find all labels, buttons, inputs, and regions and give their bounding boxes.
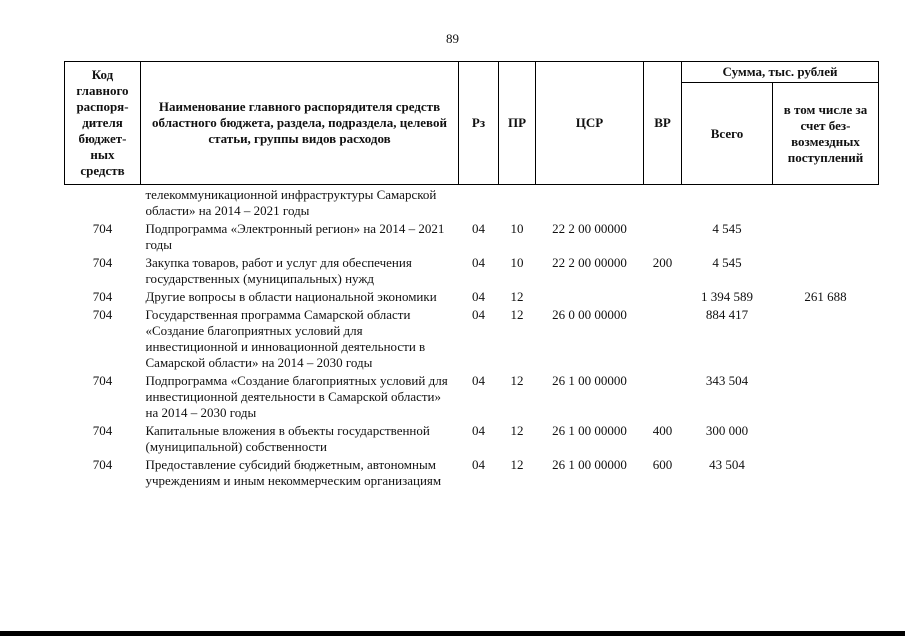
- row-vr: 200: [652, 255, 673, 270]
- table-body: [65, 185, 879, 490]
- header-total: Всего: [682, 83, 773, 185]
- row-pr: 12: [510, 457, 524, 472]
- row-total: 1 394 589: [701, 289, 753, 304]
- row-total: 43 504: [709, 457, 745, 472]
- row-total: 343 504: [705, 373, 749, 388]
- row-code: 704: [92, 373, 113, 388]
- header-csr: ЦСР: [536, 62, 644, 185]
- row-grant: [773, 421, 879, 455]
- row-pr: 12: [510, 289, 524, 304]
- row-csr: 26 1 00 00000: [552, 373, 627, 388]
- continuation-row: [65, 185, 879, 220]
- row-name: Предоставление субсидий бюджетным, автономным учреждениям и иным некоммерческим организациям: [145, 457, 442, 488]
- row-rz: 04: [472, 255, 485, 270]
- row-pr: 10: [510, 221, 524, 236]
- row-rz: 04: [472, 289, 485, 304]
- row-vr: 400: [652, 423, 673, 438]
- row-name: Другие вопросы в области национальной экономики: [145, 289, 437, 304]
- table-row: [65, 253, 879, 287]
- table-row: [65, 287, 879, 305]
- row-grant: [773, 219, 879, 253]
- row-grant: [773, 305, 879, 371]
- row-code: 704: [92, 289, 113, 304]
- row-code: 704: [92, 307, 113, 322]
- row-code: 704: [92, 255, 113, 270]
- row-total: 884 417: [705, 307, 749, 322]
- header-grants: в том числе за счет без-возмездных поступлений: [773, 83, 879, 185]
- row-total: 300 000: [705, 423, 749, 438]
- continuation-text: телекоммуникационной инфраструктуры Самарской области» на 2014 – 2021 годы: [145, 187, 437, 218]
- row-code: 704: [92, 221, 113, 236]
- row-code: 704: [92, 423, 113, 438]
- row-vr: [644, 371, 682, 421]
- row-rz: 04: [472, 423, 485, 438]
- header-rz: Рз: [459, 62, 499, 185]
- row-vr: [644, 287, 682, 305]
- row-total: 4 545: [712, 221, 742, 236]
- row-rz: 04: [472, 457, 485, 472]
- header-pr: ПР: [499, 62, 536, 185]
- row-csr: 26 0 00 00000: [552, 307, 627, 322]
- row-csr: 26 1 00 00000: [552, 457, 627, 472]
- row-vr: [644, 305, 682, 371]
- row-vr: [644, 219, 682, 253]
- row-vr: 600: [652, 457, 673, 472]
- row-name: Государственная программа Самарской области «Создание благоприятных условий для инвестиционной и инновационной деятельности в Самарской области» на 2014 – 2030 годы: [145, 307, 426, 370]
- table-row: [65, 421, 879, 455]
- page-number: 89: [446, 31, 459, 46]
- header-sum: Сумма, тыс. рублей: [682, 62, 879, 83]
- row-csr: 22 2 00 00000: [552, 255, 627, 270]
- bottom-rule: [0, 631, 905, 636]
- row-total: 4 545: [712, 255, 742, 270]
- row-pr: 12: [510, 423, 524, 438]
- header-code: Код главного распоря-дителя бюджет-ных средств: [65, 62, 141, 185]
- budget-table: [64, 61, 879, 489]
- row-name: Капитальные вложения в объекты государственной (муниципальной) собственности: [145, 423, 430, 454]
- row-pr: 12: [510, 307, 524, 322]
- row-csr: 22 2 00 00000: [552, 221, 627, 236]
- row-grant: 261 688: [804, 289, 847, 304]
- row-pr: 10: [510, 255, 524, 270]
- row-csr: [536, 287, 644, 305]
- row-grant: [773, 253, 879, 287]
- row-name: Подпрограмма «Создание благоприятных условий для инвестиционной деятельности в Самарской области» на 2014 – 2030 годы: [145, 373, 448, 420]
- row-name: Закупка товаров, работ и услуг для обеспечения государственных (муниципальных) нужд: [145, 255, 412, 286]
- row-rz: 04: [472, 221, 485, 236]
- table-header: [65, 62, 879, 185]
- row-grant: [773, 371, 879, 421]
- table-row: [65, 219, 879, 253]
- header-vr: ВР: [644, 62, 682, 185]
- row-grant: [773, 455, 879, 489]
- table-row: [65, 455, 879, 489]
- row-csr: 26 1 00 00000: [552, 423, 627, 438]
- row-pr: 12: [510, 373, 524, 388]
- table-row: [65, 305, 879, 371]
- table-row: [65, 371, 879, 421]
- header-name: Наименование главного распорядителя средств областного бюджета, раздела, подраздела, целевой статьи, группы видов расходов: [141, 62, 459, 185]
- row-rz: 04: [472, 373, 485, 388]
- row-code: 704: [92, 457, 113, 472]
- row-name: Подпрограмма «Электронный регион» на 2014 – 2021 годы: [145, 221, 445, 252]
- row-rz: 04: [472, 307, 485, 322]
